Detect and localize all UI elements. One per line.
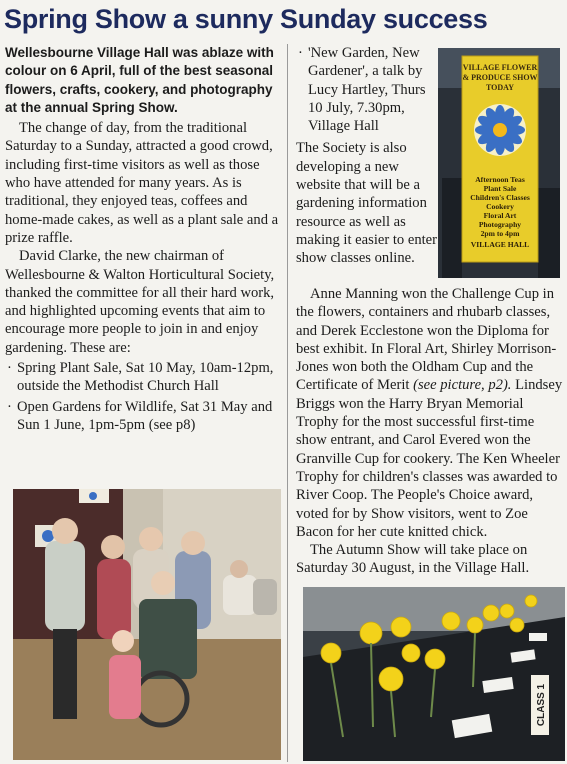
poster-photo — [438, 48, 560, 278]
headline: Spring Show a sunny Sunday success — [4, 4, 488, 34]
bullet-icon: · — [298, 45, 303, 61]
poster-line: Floral Art — [483, 211, 517, 220]
bullet-icon: · — [7, 398, 12, 415]
picture-reference: (see picture, p2). — [413, 377, 512, 394]
poster-top-line: & PRODUCE SHOW — [462, 73, 538, 82]
daffodils-photo — [303, 587, 565, 761]
event-text: Open Gardens for Wildlife, Sat 31 May and Sun 1 June, 1pm-5pm (see p8) — [17, 398, 273, 433]
paragraph-autumn-show: The Autumn Show will take place on Saturday 30 August, in the Village Hall. — [296, 542, 530, 577]
column-divider — [287, 44, 288, 762]
poster-line: Photography — [478, 220, 522, 229]
left-column — [5, 44, 281, 434]
paragraph-website: The Society is also developing a new website that will be a gardening information resource as well as making it easier to enter show classes online. — [296, 140, 438, 267]
event-item — [5, 398, 281, 435]
winners-text: Anne Manning won the Challenge Cup in the flowers, containers and rhubarb classes, and Derek Ecclestone won the Diploma for best exhibit. In Floral Art, Shirley Morrison-Jones won both the Oldham Cup and the Certificate of Merit — [296, 286, 557, 394]
poster-line: 2pm to 4pm — [480, 229, 520, 238]
event-item — [296, 44, 440, 135]
middle-column — [296, 44, 440, 268]
poster-line: Children's Classes — [470, 193, 530, 202]
poster-flower-icon — [474, 104, 526, 156]
poster-line: Cookery — [486, 202, 514, 211]
paragraph-winners — [296, 285, 564, 541]
lead-paragraph: Wellesbourne Village Hall was ablaze with colour on 6 April, full of the best seasonal flowers, crafts, cookery, and photography at the annual Spring Show. — [5, 45, 274, 115]
event-text: Spring Plant Sale, Sat 10 May, 10am-12pm, outside the Methodist Church Hall — [17, 360, 274, 395]
paragraph-chairman: David Clarke, the new chairman of Wellesbourne & Walton Horticultural Society, thanked the committee for all their hard work, and highlighted upcoming events that aim to encourage more people to join in and enjoy gardening. These are: — [5, 248, 275, 356]
class-card-label: CLASS 1 — [536, 683, 547, 727]
event-text: 'New Garden, New Gardener', a talk by Lucy Hartley, Thurs 10 July, 7.30pm, Village Hall — [308, 45, 426, 135]
poster-line: Afternoon Teas — [475, 175, 525, 184]
paragraph-change-of-day: The change of day, from the traditional Saturday to a Sunday, attracted a good crowd, including first-time visitors as well as those who have attended for many years. As is traditional, they enjoyed teas, coffees and home-made cakes, as well as a plant sale and a prize raffle. — [5, 120, 279, 246]
poster-line: VILLAGE HALL — [470, 240, 530, 249]
poster-top-line: TODAY — [485, 83, 515, 92]
poster-line: Plant Sale — [483, 184, 517, 193]
prize-winners-photo — [13, 489, 281, 760]
poster-top-line: VILLAGE FLOWER — [462, 63, 538, 72]
event-item — [5, 359, 281, 396]
class-card — [531, 675, 549, 735]
right-column — [296, 285, 564, 578]
winners-text-cont: Lindsey Briggs won the Harry Bryan Memorial Trophy for the most successful first-time show entrant, and Carol Evered won the Granville Cup for cookery. The Ken Wheeler Trophy for children's classes was awarded to River Coop. The People's Choice award, voted for by Show visitors, went to Zoe Bacon for her cute knitted chick. — [296, 377, 563, 540]
bullet-icon: · — [7, 360, 12, 377]
